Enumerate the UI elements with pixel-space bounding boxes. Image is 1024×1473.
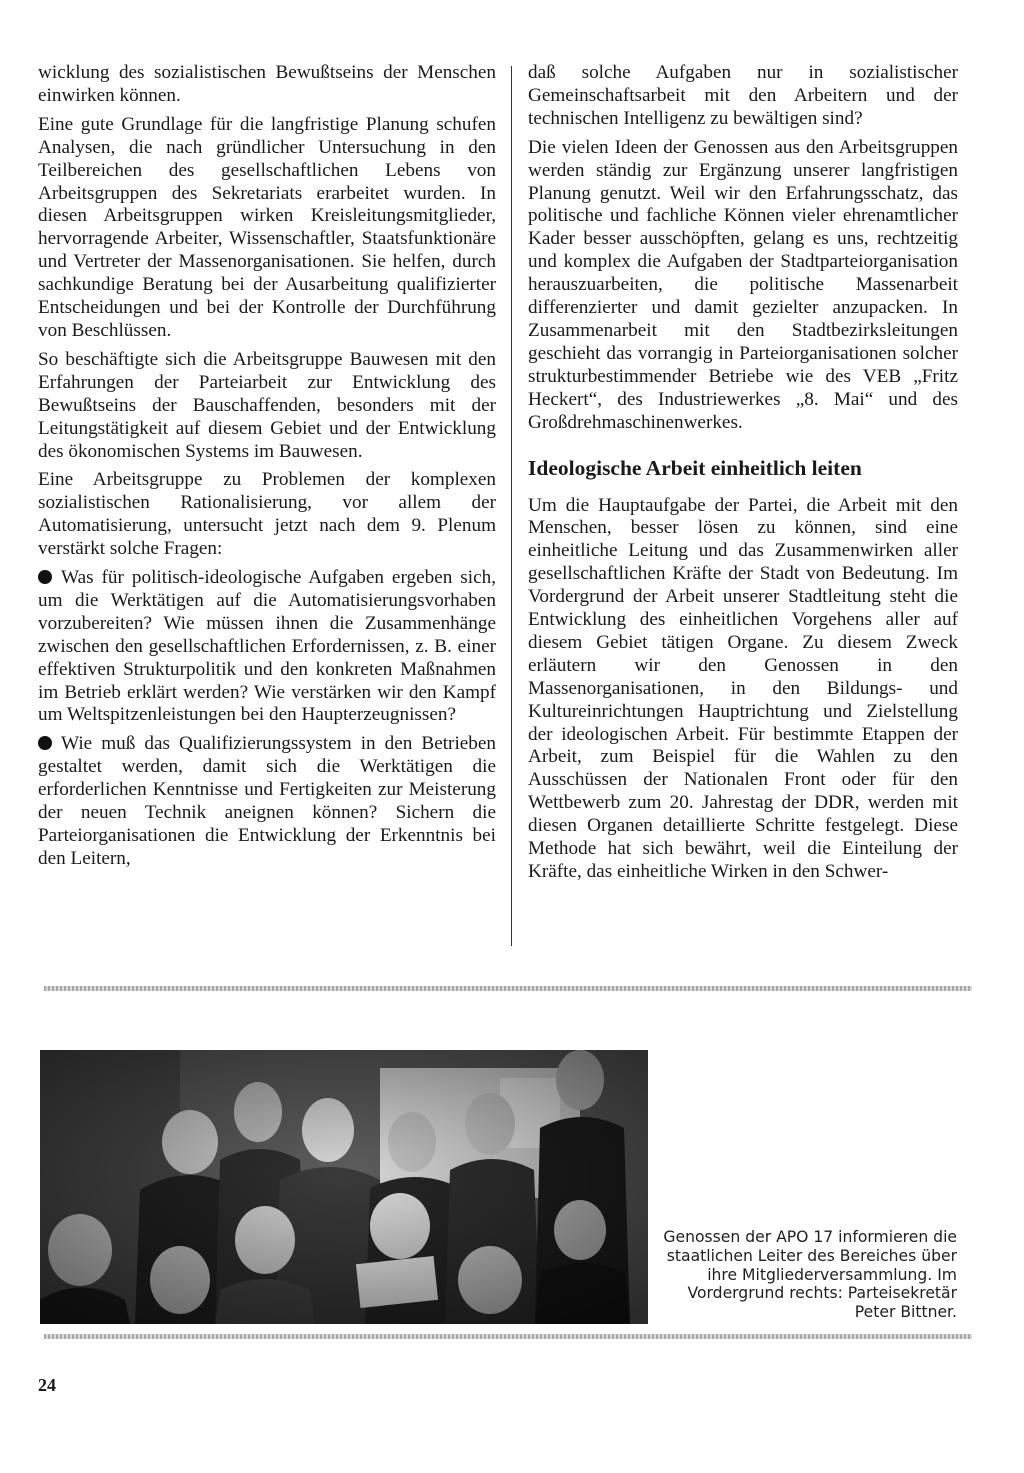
paragraph: So beschäftigte sich die Arbeitsgruppe Bauwesen mit den Erfahrungen der Parteiarbeit zur Entwicklung des Bewußtseins der Bauschaffenden, besonders mit der Leitungstätigkeit auf diesem Gebiet und der Entwicklung des ökonomischen Systems im Bauwesen. xyxy=(38,348,496,462)
bullet-paragraph xyxy=(38,567,496,727)
paragraph: wicklung des sozialistischen Bewußtseins der Menschen einwirken können. xyxy=(38,62,496,106)
paragraph: Um die Hauptaufgabe der Partei, die Arbeit mit den Menschen, besser lösen zu können, sind eine einheitliche Leitung und das Zusammenwirken aller gesellschaftlichen Kräfte der Stadt von Bedeutung. Im Vordergrund der Arbeit unserer Stadtleitung steht die Entwicklung des einheitlichen Vorgehens aller auf diesem Gebiet tätigen Organe. Zu diesem Zweck erläutern wir den Genossen in den Massenorganisationen, in den Bildungs- und Kultureinrichtungen Hauptrichtung und Zielstellung der ideologischen Arbeit. Für bestimmte Etappen der Arbeit, zum Beispiel für die Wahlen zu den Ausschüssen der Nationalen Front oder für den Wettbewerb zum 20. Jahrestag der DDR, werden mit diesen Organen detaillierte Schritte festgelegt. Diese Methode hat sich bewährt, weil die Einteilung der Kräfte, das einheitliche Wirken in den Schwer- xyxy=(528,494,958,882)
section-heading: Ideologische Arbeit einheitlich leiten xyxy=(528,455,862,480)
paragraph: Eine Arbeitsgruppe zu Problemen der komplexen sozialistischen Rationalisierung, vor allem der Automatisierung, untersucht jetzt nach dem 9. Plenum verstärkt solche Fragen: xyxy=(38,469,496,560)
photo-illustration xyxy=(40,1050,648,1324)
bullet-text: Wie muß das Qualifizierungssystem in den Betrieben gestaltet werden, damit sich die Werktätigen die erforderlichen Kenntnisse und Fertigkeiten zur Meisterung der neuen Technik aneignen können? Sichern die Parteiorganisationen die Entwicklung der Erkenntnis bei den Leitern, xyxy=(38,733,496,869)
page-number: 24 xyxy=(38,1375,56,1395)
paragraph: daß solche Aufgaben nur in sozialistischer Gemeinschaftsarbeit mit den Arbeitern und der technischen Intelligenz zu bewältigen sind? xyxy=(528,62,958,129)
photo-caption: Genossen der APO 17 informieren die staatlichen Leiter des Bereiches über ihre Mitgliederversammlung. Im Vordergrund rechts: Parteisekretär Peter Bittner. xyxy=(663,1228,957,1322)
paragraph: Eine gute Grundlage für die langfristige Planung schufen Analysen, die nach gründlicher Untersuchung in den Teilbereichen des gesellschaftlichen Lebens von Arbeitsgruppen des Sekretariats erarbeitet wurden. In diesen Arbeitsgruppen wirken Kreisleitungsmitglieder, hervorragende Arbeiter, Wissenschaftler, Staatsfunktionäre und Vertreter der Massenorganisationen. Sie helfen, durch sachkundige Beratung bei der Ausarbeitung qualifizierter Entscheidungen und bei der Kontrolle der Durchführung von Beschlüssen. xyxy=(38,113,496,341)
halftone-rule-top xyxy=(44,986,972,991)
column-divider xyxy=(511,66,512,946)
group-photo xyxy=(40,1050,648,1324)
bullet-icon xyxy=(38,736,52,750)
paragraph: Die vielen Ideen der Genossen aus den Arbeitsgruppen werden ständig zur Ergänzung unserer langfristigen Planung genutzt. Weil wir den Erfahrungsschatz, das politische und fachliche Können vieler ehrenamtlicher Kader besser ausschöpften, gelang es uns, rechtzeitig und komplex die Aufgaben der Stadtparteiorganisation herauszuarbeiten, die politische Massenarbeit differenzierter und damit gezielter anzupacken. In Zusammenarbeit mit den Stadtbezirksleitungen geschieht das vorrangig in Parteiorganisationen solcher strukturbestimmender Betriebe wie des VEB „Fritz Heckert“, des Industriewerkes „8. Mai“ und des Großdrehmaschinenwerkes. xyxy=(528,136,958,433)
bullet-text: Was für politisch-ideologische Aufgaben ergeben sich, um die Werktätigen auf die Automatisierungsvorhaben vorzubereiten? Wie müssen ihnen die Zusammenhänge zwischen den gesellschaftlichen Erfordernissen, z. B. einer effektiven Strukturpolitik und den konkreten Maßnahmen im Betrieb erklärt werden? Wie verstärken wir den Kampf um Weltspitzenleistungen bei den Haupterzeugnissen? xyxy=(38,567,496,726)
bullet-paragraph xyxy=(38,733,496,870)
bullet-icon xyxy=(38,570,52,584)
text-column-left xyxy=(38,62,496,877)
halftone-rule-bottom xyxy=(44,1334,972,1339)
text-column-right xyxy=(528,62,958,890)
